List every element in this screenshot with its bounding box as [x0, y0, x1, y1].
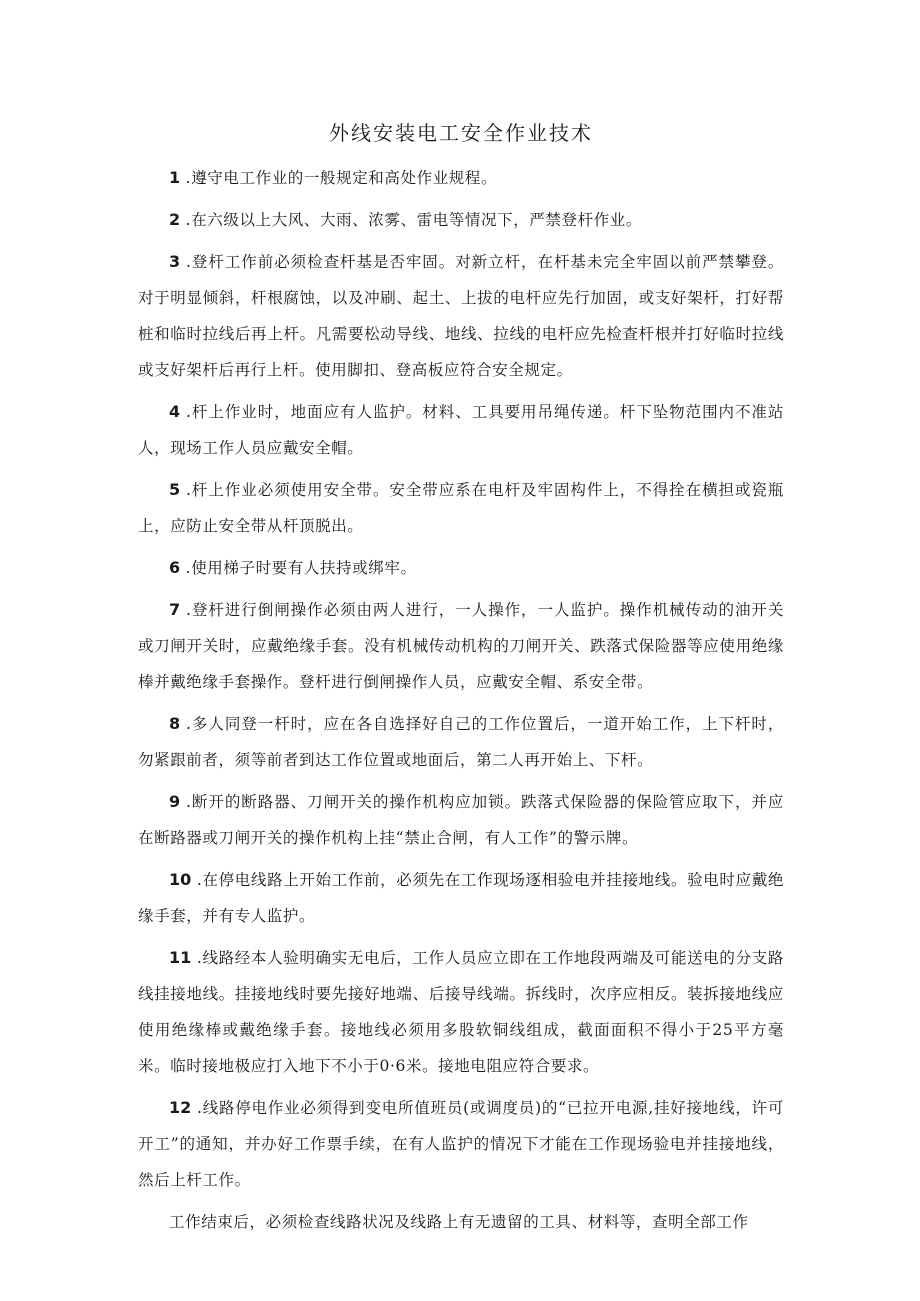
item-number: 9 [169, 792, 181, 811]
item-number: 3 [169, 252, 181, 271]
item-number: 4 [169, 402, 181, 421]
paragraph-text: .登杆工作前必须检查杆基是否牢固。对新立杆，在杆基未完全牢固以前严禁攀登。对于明显倾斜，杆根腐蚀，以及冲刷、起土、上拔的电杆应先行加固，或支好架杆，打好帮桩和临时拉线后再上杆。凡需要松动导线、地线、拉线的电杆应先检查杆根并打好临时拉线或支好架杆后再行上杆。使用脚扣、登高板应符合安全规定。 [138, 253, 784, 379]
paragraph-text: .线路停电作业必须得到变电所值班员(或调度员)的“已拉开电源,挂好接地线，许可开工”的通知，并办好工作票手续，在有人监护的情况下才能在工作现场验电并挂接地线，然后上杆工作。 [138, 1099, 785, 1189]
item-number: 10 [169, 870, 192, 889]
paragraph-closing [138, 1204, 784, 1240]
paragraph-text: .使用梯子时要有人扶持或绑牢。 [185, 559, 417, 577]
paragraph-6 [138, 550, 784, 586]
paragraph-9 [138, 784, 784, 856]
item-number: 11 [169, 948, 192, 967]
paragraph-text: .杆上作业必须使用安全带。安全带应系在电杆及牢固构件上，不得拴在横担或瓷瓶上，应防止安全带从杆顶脱出。 [138, 481, 784, 535]
paragraph-text: .断开的断路器、刀闸开关的操作机构应加锁。跌落式保险器的保险管应取下，并应在断路器或刀闸开关的操作机构上挂“禁止合闸，有人工作”的警示牌。 [138, 793, 784, 847]
paragraph-3 [138, 244, 784, 388]
document-body [138, 160, 784, 1246]
paragraph-1 [138, 160, 784, 196]
paragraph-4 [138, 394, 784, 466]
paragraph-10 [138, 862, 784, 934]
paragraph-text: .线路经本人验明确实无电后，工作人员应立即在工作地段两端及可能送电的分支路线挂接地线。挂接地线时要先接好地端、后接导线端。拆线时，次序应相反。装拆接地线应使用绝缘棒或戴绝缘手套。接地线必须用多股软铜线组成，截面面积不得小于25平方毫米。临时接地极应打入地下不小于0·6米。接地电阻应符合要求。 [138, 949, 784, 1075]
document-title: 外线安装电工安全作业技术 [329, 121, 593, 145]
item-number: 12 [169, 1098, 192, 1117]
paragraph-text: .遵守电工作业的一般规定和高处作业规程。 [185, 169, 498, 187]
paragraph-text: 工作结束后，必须检查线路状况及线路上有无遗留的工具、材料等，查明全部工作 [169, 1213, 749, 1231]
paragraph-11 [138, 940, 784, 1084]
item-number: 5 [169, 480, 181, 499]
paragraph-text: .多人同登一杆时，应在各自选择好自己的工作位置后，一道开始工作，上下杆时，勿紧跟前者，须等前者到达工作位置或地面后，第二人再开始上、下杆。 [138, 715, 784, 769]
item-number: 7 [169, 600, 181, 619]
paragraph-text: .登杆进行倒闸操作必须由两人进行，一人操作，一人监护。操作机械传动的油开关或刀闸开关时，应戴绝缘手套。没有机械传动机构的刀闸开关、跌落式保险器等应使用绝缘棒并戴绝缘手套操作。登杆进行倒闸操作人员，应戴安全帽、系安全带。 [138, 601, 784, 691]
paragraph-5 [138, 472, 784, 544]
paragraph-2 [138, 202, 784, 238]
paragraph-12 [138, 1090, 784, 1198]
paragraph-7 [138, 592, 784, 700]
paragraph-text: .在六级以上大风、大雨、浓雾、雷电等情况下，严禁登杆作业。 [185, 211, 643, 229]
item-number: 1 [169, 168, 181, 187]
paragraph-text: .在停电线路上开始工作前，必须先在工作现场逐相验电并挂接地线。验电时应戴绝缘手套，并有专人监护。 [138, 871, 784, 925]
item-number: 8 [169, 714, 181, 733]
item-number: 6 [169, 558, 181, 577]
paragraph-text: .杆上作业时，地面应有人监护。材料、工具要用吊绳传递。杆下坠物范围内不准站人，现场工作人员应戴安全帽。 [138, 403, 784, 457]
item-number: 2 [169, 210, 181, 229]
paragraph-8 [138, 706, 784, 778]
